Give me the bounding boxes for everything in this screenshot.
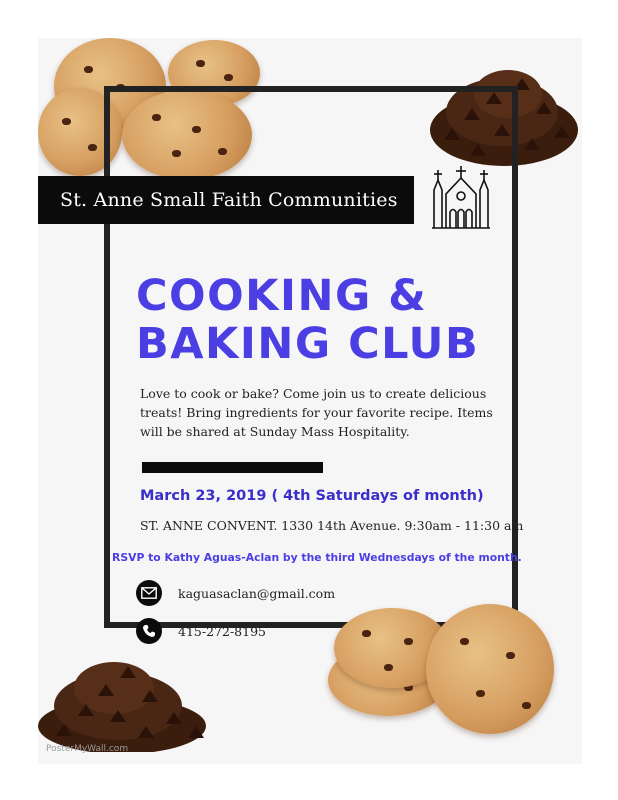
description-line-2: treats! Bring ingredients for your favorite recipe. Items [140,405,493,420]
email-contact [136,580,335,606]
description-line-3: will be shared at Sunday Mass Hospitality. [140,424,410,439]
description-line-1: Love to cook or bake? Come join us to create delicious [140,386,487,401]
church-icon [430,164,492,230]
organization-name: St. Anne Small Faith Communities [60,189,398,211]
email-address[interactable]: kaguasaclan@gmail.com [178,585,336,601]
divider-bar [142,462,323,473]
poster [38,38,582,764]
title-line-1: COOKING & [136,271,428,321]
event-location: ST. ANNE CONVENT. 1330 14th Avenue. 9:30am - 11:30 am [140,518,524,533]
cookie-image [426,604,554,734]
organization-banner [38,176,414,224]
envelope-icon [136,580,162,606]
watermark: PosterMyWall.com [46,744,129,754]
event-date: March 23, 2019 ( 4th Saturdays of month) [140,488,484,504]
page-title [136,272,576,368]
phone-number[interactable]: 415-272-8195 [178,623,266,639]
description [140,384,520,441]
rsvp-note: RSVP to Kathy Aguas-Aclan by the third Wednesdays of the month. [112,551,522,564]
phone-icon [136,618,162,644]
title-line-2: BAKING CLUB [136,319,480,369]
phone-contact [136,618,266,644]
chocolate-chips-image [38,650,218,752]
